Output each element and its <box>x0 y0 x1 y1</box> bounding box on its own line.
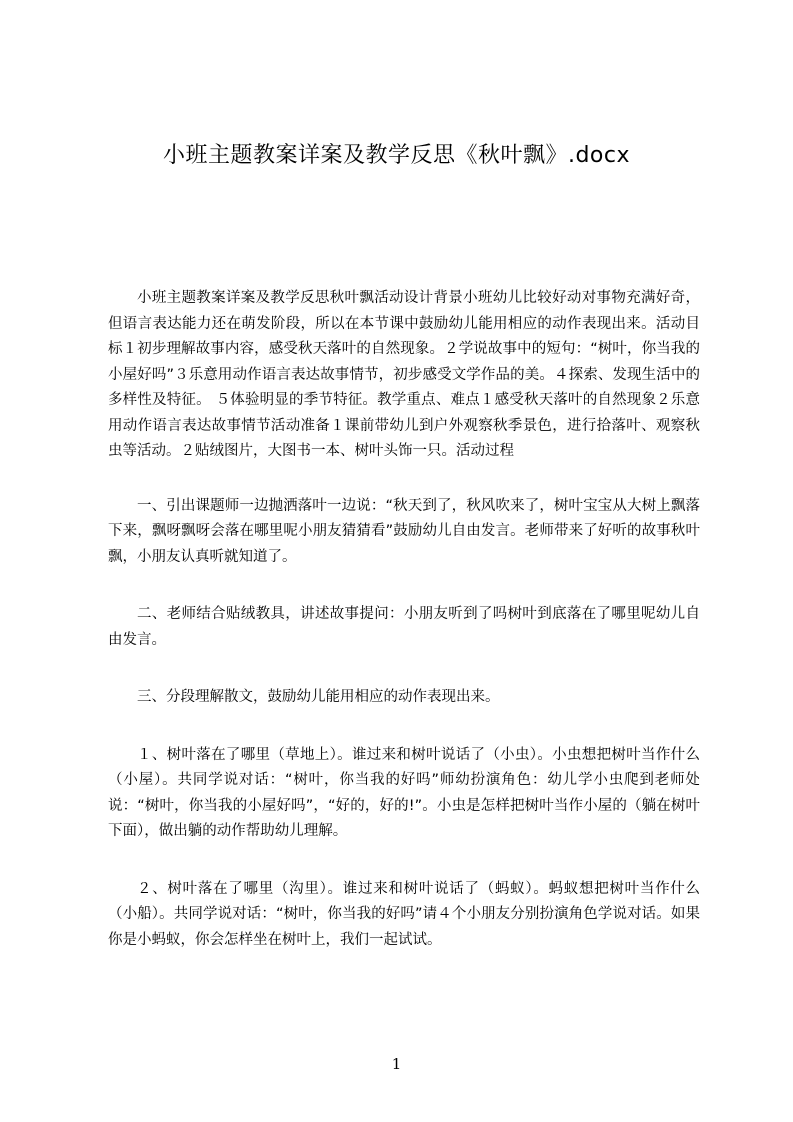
paragraph-sub-two: ２、树叶落在了哪里（沟里）。谁过来和树叶说话了（蚂蚁）。蚂蚁想把树叶当作什么（小船）。共同学说对话：“树叶，你当我的好吗”请４个小朋友分别扮演角色学说对话。如果你是小蚂蚁，你会怎样坐在树叶上，我们一起试试。 <box>108 880 700 948</box>
document-body <box>108 286 700 985</box>
page-number: 1 <box>391 1055 402 1073</box>
paragraph-step-two: 二、老师结合贴绒教具，讲述故事提问：小朋友听到了吗树叶到底落在了哪里呢幼儿自由发言。 <box>108 606 700 648</box>
paragraph-sub-one: １、树叶落在了哪里（草地上）。谁过来和树叶说话了（小虫）。小虫想把树叶当作什么（小屋）。共同学说对话：“树叶，你当我的好吗”师幼扮演角色：幼儿学小虫爬到老师处说：“树叶，你当我的小屋好吗”，“好的，好的!”。小虫是怎样把树叶当作小屋的（躺在树叶下面），做出躺的动作帮助幼儿理解。 <box>108 746 700 839</box>
paragraph-intro: 小班主题教案详案及教学反思秋叶飘活动设计背景小班幼儿比较好动对事物充满好奇，但语言表达能力还在萌发阶段，所以在本节课中鼓励幼儿能用相应的动作表现出来。活动目标１初步理解故事内容，感受秋天落叶的自然现象。２学说故事中的短句：“树叶，你当我的小屋好吗”３乐意用动作语言表达故事情节，初步感受文学作品的美。４探索、发现生活中的多样性及特征。 ５体验明显的季节特征。教学重点、难点１感受秋天落叶的自然现象２乐意用动作语言表达故事情节活动准备１课前带幼儿到户外观察秋季景色，进行拾落叶、观察秋虫等活动。２贴绒图片，大图书一本、树叶头饰一只。活动过程 <box>108 290 700 459</box>
paragraph-step-three: 三、分段理解散文，鼓励幼儿能用相应的动作表现出来。 <box>137 689 500 705</box>
paragraph-step-one: 一、引出课题师一边抛洒落叶一边说：“秋天到了，秋风吹来了，树叶宝宝从大树上飘落下来，飘呀飘呀会落在哪里呢小朋友猜猜看”鼓励幼儿自由发言。老师带来了好听的故事秋叶飘，小朋友认真听就知道了。 <box>108 497 700 565</box>
document-title: 小班主题教案详案及教学反思《秋叶飘》.docx <box>162 143 631 168</box>
